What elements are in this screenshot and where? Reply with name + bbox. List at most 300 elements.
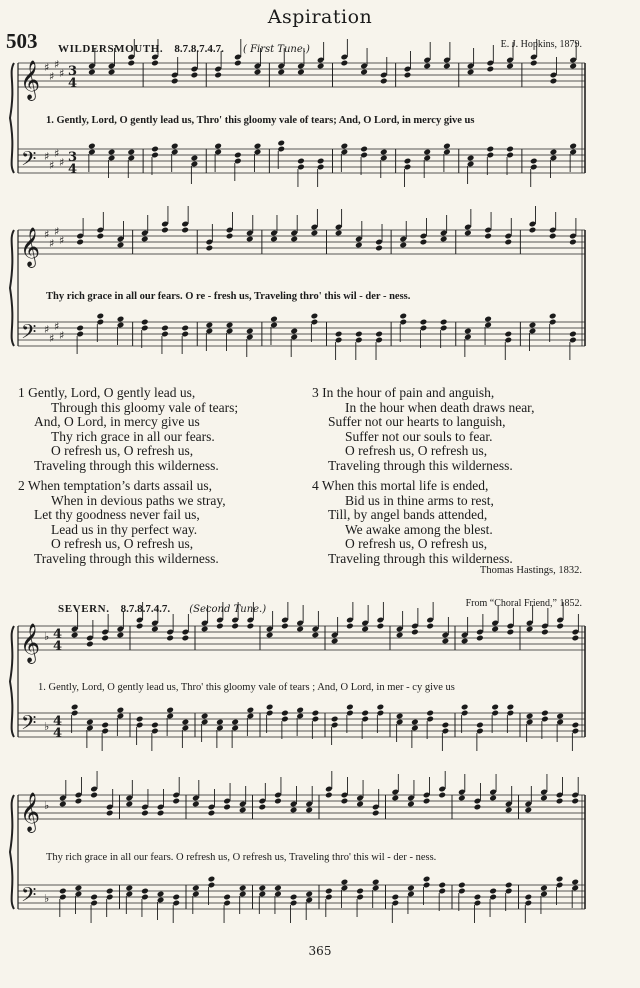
- note-head: [141, 888, 149, 895]
- note-head: [524, 894, 532, 901]
- note-head: [550, 78, 558, 85]
- flat-icon: ♭: [44, 799, 50, 812]
- note-head: [191, 72, 199, 79]
- note-head: [443, 143, 451, 150]
- note-head: [161, 227, 169, 234]
- note-head: [474, 894, 482, 901]
- note-head: [526, 626, 534, 633]
- treble-clef-icon: 𝄞: [20, 60, 41, 100]
- note-head: [117, 242, 125, 249]
- note-head: [86, 641, 94, 648]
- stanza-line: Bid us in thine arms to rest,: [345, 492, 494, 508]
- note-head: [391, 795, 399, 802]
- time-signature-top: 3: [68, 64, 78, 79]
- note-head: [311, 230, 319, 237]
- note-head: [549, 233, 557, 240]
- note-head: [380, 78, 388, 85]
- note-head: [423, 798, 431, 805]
- note-head: [171, 78, 179, 85]
- note-head: [311, 313, 319, 320]
- section-title: Aspiration: [267, 6, 373, 28]
- note-head: [71, 704, 79, 711]
- note-head: [157, 891, 165, 898]
- note-head: [486, 66, 494, 73]
- note-head: [396, 632, 404, 639]
- page-number: 365: [308, 944, 332, 958]
- sharp-icon: ♯: [54, 225, 60, 238]
- note-head: [208, 810, 216, 817]
- note-head: [404, 72, 412, 79]
- stanza-line: O refresh us, O refresh us,: [51, 536, 194, 552]
- note-head: [335, 230, 343, 237]
- note-head: [442, 638, 450, 645]
- note-head: [391, 894, 399, 901]
- tune1-lyric-line-2: Thy rich grace in all our fears. O re - fresh us, Traveling thro' this wil - der - ness.: [46, 291, 411, 302]
- note-head: [90, 792, 98, 799]
- stanza-line: Suffer not our souls to fear.: [345, 428, 493, 444]
- note-head: [399, 242, 407, 249]
- note-head: [239, 807, 247, 814]
- note-head: [59, 888, 67, 895]
- tune1-name: WILDERSMOUTH.: [58, 43, 164, 55]
- note-head: [59, 801, 67, 808]
- note-head: [505, 807, 513, 814]
- note-head: [108, 69, 116, 76]
- note-head: [182, 719, 190, 726]
- note-head: [407, 801, 415, 808]
- note-head: [464, 328, 472, 335]
- sharp-icon: ♯: [54, 320, 60, 333]
- note-head: [423, 63, 431, 70]
- time-signature-bottom: 4: [68, 76, 78, 91]
- note-head: [141, 319, 149, 326]
- note-head: [317, 158, 325, 165]
- sharp-icon: ♯: [44, 150, 50, 163]
- note-head: [117, 707, 125, 714]
- stanza-line: Traveling through this wilderness.: [328, 457, 513, 473]
- note-head: [270, 316, 278, 323]
- brace: [10, 63, 14, 173]
- note-head: [312, 710, 320, 717]
- stanza-line: We awake among the blest.: [345, 521, 493, 537]
- note-head: [438, 792, 446, 799]
- note-head: [507, 629, 515, 636]
- note-head: [234, 152, 242, 159]
- note-head: [274, 798, 282, 805]
- note-head: [356, 888, 364, 895]
- stanza-line: Through this gloomy vale of tears;: [51, 399, 239, 415]
- note-head: [491, 704, 499, 711]
- stanza-line: Suffer not our hearts to languish,: [328, 414, 506, 430]
- note-head: [266, 704, 274, 711]
- note-head: [75, 798, 83, 805]
- note-head: [96, 313, 104, 320]
- stanza-line: In the hour when death draws near,: [345, 399, 535, 415]
- note-head: [127, 149, 135, 156]
- note-head: [442, 722, 450, 729]
- note-head: [380, 149, 388, 156]
- note-head: [172, 798, 180, 805]
- note-head: [360, 146, 368, 153]
- note-head: [141, 810, 149, 817]
- note-head: [171, 143, 179, 150]
- note-head: [305, 807, 313, 814]
- note-head: [192, 801, 200, 808]
- note-head: [297, 69, 305, 76]
- stanza-text: In the hour of pain and anguish,: [322, 385, 495, 400]
- note-head: [571, 798, 579, 805]
- note-head: [234, 60, 242, 67]
- tune2-lyric-line-1: 1. Gently, Lord, O gently lead us, Thro' this gloomy vale of tears ; And, O Lord, in mer - cy give us: [38, 682, 455, 693]
- note-head: [474, 804, 482, 811]
- note-head: [541, 629, 549, 636]
- note-head: [151, 626, 159, 633]
- note-head: [151, 146, 159, 153]
- note-head: [530, 158, 538, 165]
- note-head: [296, 626, 304, 633]
- note-head: [572, 722, 580, 729]
- stanza-number: 3: [312, 385, 319, 400]
- note-head: [206, 245, 214, 252]
- stanza-number: 2: [18, 478, 25, 493]
- note-head: [346, 623, 354, 630]
- stanza-line: Traveling through this wilderness.: [34, 550, 219, 566]
- note-head: [88, 69, 96, 76]
- sharp-icon: ♯: [49, 159, 55, 172]
- note-head: [117, 632, 125, 639]
- note-head: [125, 885, 133, 892]
- note-head: [486, 146, 494, 153]
- note-head: [404, 158, 412, 165]
- note-head: [226, 322, 234, 329]
- note-head: [312, 632, 320, 639]
- note-head: [526, 713, 534, 720]
- note-head: [274, 885, 282, 892]
- note-head: [491, 626, 499, 633]
- note-head: [484, 316, 492, 323]
- note-head: [476, 722, 484, 729]
- tune2-name: SEVERN.: [58, 603, 110, 615]
- note-head: [556, 798, 564, 805]
- sharp-icon: ♯: [59, 329, 65, 342]
- note-head: [569, 143, 577, 150]
- note-head: [341, 60, 349, 67]
- note-head: [247, 623, 255, 630]
- note-head: [254, 69, 262, 76]
- note-head: [101, 635, 109, 642]
- note-head: [335, 331, 343, 338]
- note-head: [246, 328, 254, 335]
- note-head: [277, 69, 285, 76]
- stanza-text: Gently, Lord, O gently lead us,: [28, 385, 196, 400]
- note-head: [108, 149, 116, 156]
- note-head: [290, 328, 298, 335]
- note-head: [214, 143, 222, 150]
- note-head: [166, 707, 174, 714]
- stanza-line: O refresh us, O refresh us,: [51, 443, 194, 459]
- note-head: [246, 236, 254, 243]
- stanza-text: When this mortal life is ended,: [321, 478, 489, 493]
- sharp-icon: ♯: [49, 237, 55, 250]
- note-head: [208, 876, 216, 883]
- note-head: [461, 704, 469, 711]
- note-head: [569, 239, 577, 246]
- note-head: [117, 316, 125, 323]
- note-head: [556, 623, 564, 630]
- note-head: [290, 807, 298, 814]
- note-head: [504, 331, 512, 338]
- note-head: [258, 804, 266, 811]
- note-head: [141, 236, 149, 243]
- note-head: [341, 143, 349, 150]
- text-author: Thomas Hastings, 1832.: [479, 565, 582, 576]
- note-head: [96, 233, 104, 240]
- note-head: [182, 635, 190, 642]
- note-head: [396, 713, 404, 720]
- note-head: [331, 716, 339, 723]
- note-head: [201, 626, 209, 633]
- note-head: [569, 331, 577, 338]
- note-head: [127, 60, 135, 67]
- note-head: [206, 322, 214, 329]
- note-head: [254, 143, 262, 150]
- note-head: [356, 801, 364, 808]
- sharp-icon: ♯: [54, 147, 60, 160]
- note-head: [191, 155, 199, 162]
- note-head: [258, 885, 266, 892]
- note-head: [75, 885, 83, 892]
- note-head: [476, 635, 484, 642]
- sharp-icon: ♯: [49, 70, 55, 83]
- stanza-line: O refresh us, O refresh us,: [345, 443, 488, 459]
- stanza-line: When in devious paths we stray,: [51, 492, 226, 508]
- note-head: [458, 795, 466, 802]
- stanza-line: Let thy goodness never fail us,: [34, 507, 200, 523]
- tune2-lyric-line-2: Thy rich grace in all our fears. O refresh us, O refresh us, Traveling thro' this wil - der - ness.: [46, 852, 437, 863]
- stanza-line: Traveling through this wilderness.: [328, 550, 513, 566]
- note-head: [76, 239, 84, 246]
- note-head: [216, 623, 224, 630]
- stanza-line: Traveling through this wilderness.: [34, 457, 219, 473]
- note-head: [355, 331, 363, 338]
- note-head: [506, 146, 514, 153]
- note-head: [507, 704, 515, 711]
- note-head: [407, 885, 415, 892]
- note-head: [361, 626, 369, 633]
- note-head: [101, 722, 109, 729]
- note-head: [372, 879, 380, 886]
- flat-icon: ♭: [44, 630, 50, 643]
- note-head: [192, 885, 200, 892]
- brace: [10, 626, 14, 737]
- time-signature-top: 4: [53, 627, 63, 642]
- note-head: [489, 888, 497, 895]
- stanza-line: Till, by angel bands attended,: [328, 507, 488, 523]
- note-head: [106, 888, 114, 895]
- note-head: [569, 63, 577, 70]
- note-head: [76, 325, 84, 332]
- note-head: [571, 879, 579, 886]
- note-head: [426, 623, 434, 630]
- note-head: [181, 325, 189, 332]
- note-head: [223, 804, 231, 811]
- note-head: [331, 638, 339, 645]
- note-head: [355, 242, 363, 249]
- note-head: [277, 140, 285, 147]
- note-head: [541, 710, 549, 717]
- note-head: [136, 716, 144, 723]
- time-signature-bottom: 4: [53, 726, 63, 741]
- sharp-icon: ♯: [44, 61, 50, 74]
- note-head: [375, 245, 383, 252]
- time-signature-top: 4: [53, 714, 63, 729]
- note-head: [172, 894, 180, 901]
- note-head: [458, 882, 466, 889]
- note-head: [467, 155, 475, 162]
- time-signature-top: 3: [68, 150, 78, 165]
- note-head: [399, 313, 407, 320]
- bass-clef-icon: 𝄢: [21, 711, 37, 739]
- note-head: [443, 63, 451, 70]
- note-head: [440, 319, 448, 326]
- note-head: [297, 158, 305, 165]
- note-head: [540, 885, 548, 892]
- note-head: [341, 879, 349, 886]
- sharp-icon: ♯: [49, 332, 55, 345]
- stanza-line: Lead us in thy perfect way.: [51, 521, 198, 537]
- note-head: [161, 325, 169, 332]
- note-head: [325, 792, 333, 799]
- note-head: [281, 623, 289, 630]
- hymn-number: 503: [6, 29, 38, 53]
- note-head: [549, 313, 557, 320]
- stanza-line: O refresh us, O refresh us,: [345, 536, 488, 552]
- sharp-icon: ♯: [59, 156, 65, 169]
- note-head: [157, 810, 165, 817]
- note-head: [426, 710, 434, 717]
- stanza-number: 4: [312, 478, 319, 493]
- note-head: [223, 894, 231, 901]
- note-head: [281, 710, 289, 717]
- note-head: [239, 885, 247, 892]
- tune1-meter: 8.7.8.7.4.7.: [174, 43, 224, 55]
- note-head: [216, 719, 224, 726]
- note-head: [181, 227, 189, 234]
- sharp-icon: ♯: [59, 67, 65, 80]
- tune1-composer: E. J. Hopkins, 1879.: [500, 39, 582, 50]
- note-head: [106, 810, 114, 817]
- tune2-meter: 8.7.8.7.4.7.: [120, 603, 171, 615]
- note-head: [572, 635, 580, 642]
- note-head: [464, 230, 472, 237]
- note-head: [375, 331, 383, 338]
- treble-clef-icon: 𝄞: [20, 227, 41, 267]
- note-head: [411, 629, 419, 636]
- note-head: [461, 638, 469, 645]
- bass-clef-icon: 𝄢: [21, 883, 37, 911]
- note-head: [505, 882, 513, 889]
- note-head: [201, 713, 209, 720]
- note-head: [361, 710, 369, 717]
- note-head: [550, 149, 558, 156]
- note-head: [423, 876, 431, 883]
- note-head: [231, 719, 239, 726]
- note-head: [151, 722, 159, 729]
- time-signature-bottom: 4: [53, 639, 63, 654]
- note-head: [540, 795, 548, 802]
- flat-icon: ♭: [44, 892, 50, 905]
- sharp-icon: ♯: [54, 58, 60, 71]
- stanza-text: When temptation’s darts assail us,: [27, 478, 212, 493]
- sharp-icon: ♯: [44, 323, 50, 336]
- note-head: [296, 707, 304, 714]
- note-head: [506, 63, 514, 70]
- note-head: [266, 632, 274, 639]
- tune1-lyric-line-1: 1. Gently, Lord, O gently lead us, Thro' this gloomy vale of tears; And, O Lord, in mercy give us: [46, 115, 475, 126]
- stanza-line: Thy rich grace in all our fears.: [51, 428, 215, 444]
- note-head: [88, 143, 96, 150]
- note-head: [440, 236, 448, 243]
- tune1-note: ( First Tune.): [242, 44, 310, 55]
- note-head: [166, 635, 174, 642]
- note-head: [71, 632, 79, 639]
- note-head: [125, 801, 133, 808]
- note-head: [270, 236, 278, 243]
- note-head: [341, 798, 349, 805]
- sharp-icon: ♯: [44, 228, 50, 241]
- time-signature-bottom: 4: [68, 162, 78, 177]
- bass-clef-icon: 𝄢: [21, 147, 37, 175]
- brace: [10, 795, 14, 909]
- note-head: [423, 149, 431, 156]
- note-head: [484, 233, 492, 240]
- note-head: [86, 719, 94, 726]
- note-head: [317, 63, 325, 70]
- note-head: [489, 795, 497, 802]
- note-head: [325, 888, 333, 895]
- tune2-composer: From “Choral Friend,” 1852.: [465, 598, 582, 609]
- sharp-icon: ♯: [59, 234, 65, 247]
- note-head: [529, 227, 537, 234]
- note-head: [524, 807, 532, 814]
- note-head: [377, 623, 385, 630]
- brace: [10, 230, 14, 346]
- note-head: [290, 236, 298, 243]
- note-head: [290, 894, 298, 901]
- note-head: [136, 623, 144, 630]
- note-head: [214, 72, 222, 79]
- stanza-line: And, O Lord, in mercy give us: [34, 414, 200, 430]
- note-head: [226, 233, 234, 240]
- note-head: [151, 60, 159, 67]
- flat-icon: ♭: [44, 720, 50, 733]
- note-head: [529, 322, 537, 329]
- note-head: [504, 239, 512, 246]
- note-head: [360, 69, 368, 76]
- note-head: [372, 810, 380, 817]
- note-head: [420, 239, 428, 246]
- treble-clef-icon: 𝄞: [20, 623, 41, 663]
- note-head: [247, 707, 255, 714]
- tune2-note: (Second Tune.): [189, 604, 267, 615]
- note-head: [556, 713, 564, 720]
- note-head: [438, 882, 446, 889]
- note-head: [467, 69, 475, 76]
- note-head: [346, 704, 354, 711]
- bass-clef-icon: 𝄢: [21, 320, 37, 348]
- note-head: [411, 719, 419, 726]
- note-head: [530, 60, 538, 67]
